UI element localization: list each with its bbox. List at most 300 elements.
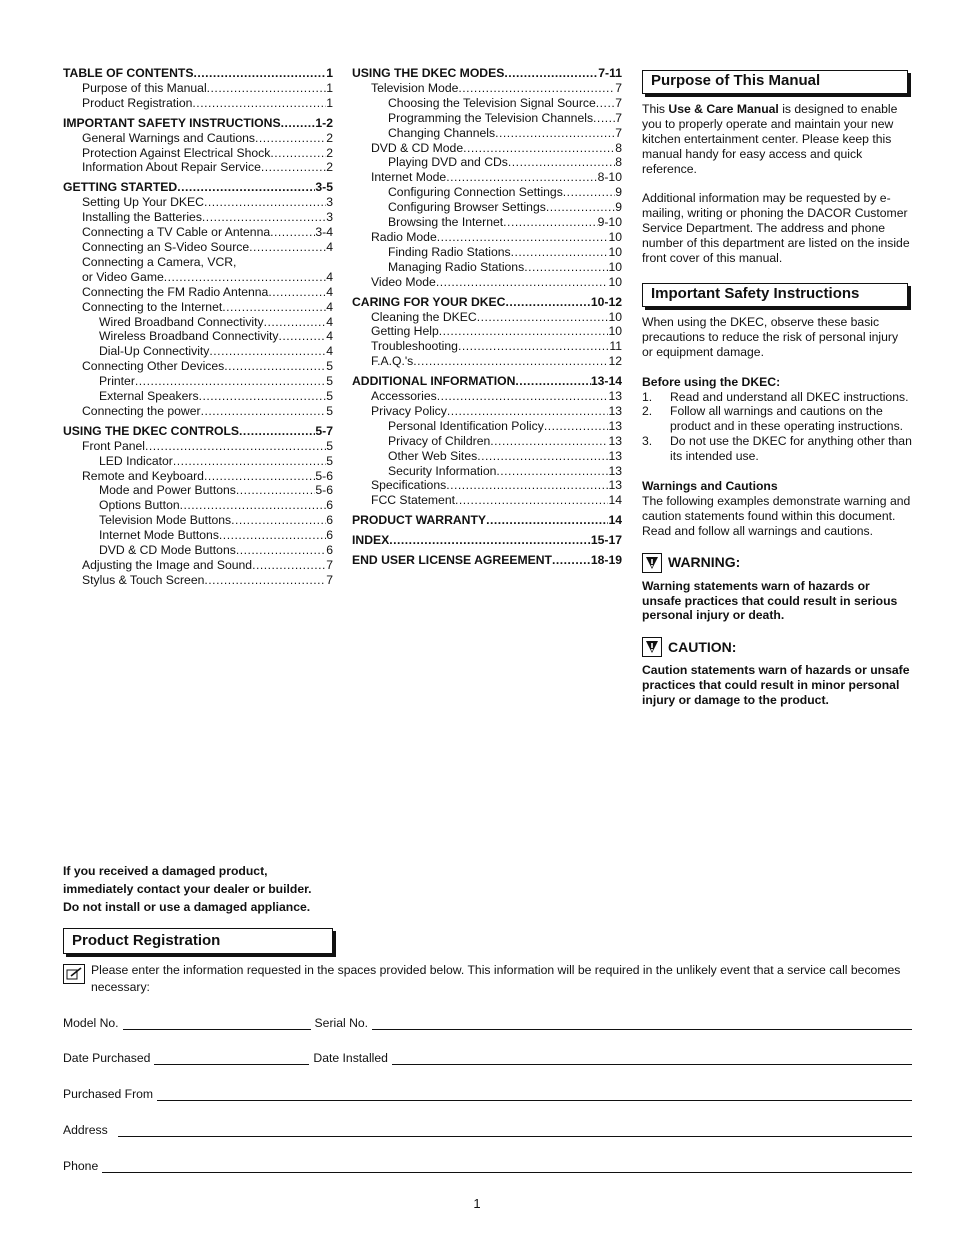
toc-entry xyxy=(63,454,333,469)
toc-entry-title: Finding Radio Stations xyxy=(388,244,511,259)
registration-heading: Product Registration xyxy=(63,928,333,954)
toc-entry xyxy=(63,255,333,270)
toc-entry-title: Printer xyxy=(99,374,135,389)
toc-leader-dots xyxy=(511,245,609,260)
toc-entry-title: Connecting Other Devices xyxy=(82,359,225,374)
toc-column-2 xyxy=(352,66,622,568)
toc-entry-title: Connecting to the Internet xyxy=(82,299,223,314)
toc-entry xyxy=(63,513,333,528)
right-column xyxy=(642,66,912,708)
toc-entry xyxy=(352,324,622,339)
warnings-cautions-text: The following examples demonstrate warning and caution statements found within this document. Read and follow all warnings and cautions. xyxy=(642,493,911,538)
toc-entry-page: 7 xyxy=(615,125,622,140)
toc-entry-page: 5 xyxy=(326,359,333,374)
serial-field[interactable] xyxy=(372,1017,912,1030)
serial-label: Serial No. xyxy=(314,1016,369,1030)
purpose-paragraph-1: This Use & Care Manual is designed to enable you to properly operate and maintain your new kitchen entertainment center. Please keep this manual handy for easy access and quick reference. xyxy=(642,101,898,176)
toc-leader-dots xyxy=(180,498,327,513)
toc-entry-page: 1 xyxy=(326,80,333,95)
toc-entry-page: 5-6 xyxy=(315,468,333,483)
toc-entry xyxy=(63,160,333,175)
address-label: Address xyxy=(63,1123,108,1137)
toc-entry-title: Playing DVD and CDs xyxy=(388,155,508,170)
toc-leader-dots xyxy=(593,111,615,126)
toc-entry-title: Setting Up Your DKEC xyxy=(82,195,204,210)
purchased-from-label: Purchased From xyxy=(63,1087,154,1101)
warning-text: Warning statements warn of hazards or unsafe practices that could result in serious personal injury or death. xyxy=(642,578,898,623)
toc-entry xyxy=(352,493,622,508)
toc-entry-title: or Video Game xyxy=(82,269,164,284)
toc-leader-dots xyxy=(563,185,615,200)
toc-entry-page: 4 xyxy=(326,284,333,299)
toc-leader-dots xyxy=(458,81,615,96)
toc-entry-title: Specifications xyxy=(371,478,447,493)
toc-leader-dots xyxy=(515,374,590,389)
toc-entry xyxy=(63,131,333,146)
toc-entry xyxy=(63,116,333,131)
toc-entry-title: Browsing the Internet xyxy=(388,215,504,230)
toc-entry-title: TABLE OF CONTENTS xyxy=(63,66,194,80)
toc-entry-title: Choosing the Television Signal Source xyxy=(388,95,596,110)
toc-leader-dots xyxy=(552,553,591,568)
toc-entry-title: Privacy Policy xyxy=(371,403,447,418)
toc-entry xyxy=(63,81,333,96)
toc-entry xyxy=(352,245,622,260)
toc-entry-title: Video Mode xyxy=(371,274,436,289)
toc-leader-dots xyxy=(477,310,609,325)
toc-leader-dots xyxy=(463,141,615,156)
date-purchased-field[interactable] xyxy=(154,1052,309,1065)
toc-entry-page: 12 xyxy=(608,354,622,369)
list-item: 1. Read and understand all DKEC instructions. xyxy=(642,389,909,404)
toc-entry-title: Purpose of this Manual xyxy=(82,80,207,95)
toc-entry xyxy=(352,553,622,568)
toc-entry-title: Adjusting the Image and Sound xyxy=(82,558,253,572)
toc-entry-page: 7-11 xyxy=(598,66,622,80)
toc-entry xyxy=(63,329,333,344)
toc-entry-title: Protection Against Electrical Shock xyxy=(82,145,271,160)
toc-entry-page: 13-14 xyxy=(590,374,622,389)
toc-leader-dots xyxy=(236,483,316,498)
toc-entry-page: 4 xyxy=(326,299,333,314)
toc-entry xyxy=(63,66,333,81)
toc-entry-title: Wireless Broadband Connectivity xyxy=(99,329,279,344)
toc-leader-dots xyxy=(281,116,316,131)
toc-entry xyxy=(63,195,333,210)
registration-instructions: Please enter the information requested in the spaces provided below. This information will be required in the unlikely event that a service call becomes necessary: xyxy=(63,962,913,996)
toc-entry-title: Other Web Sites xyxy=(388,448,478,463)
toc-entry-title: Mode and Power Buttons xyxy=(99,483,236,498)
toc-entry-page: 11 xyxy=(609,339,622,354)
toc-entry-page: 14 xyxy=(608,493,622,508)
toc-leader-dots xyxy=(455,493,608,508)
toc-leader-dots xyxy=(239,424,315,439)
toc-entry-title: PRODUCT WARRANTY xyxy=(352,513,487,528)
toc-leader-dots xyxy=(279,329,327,344)
toc-leader-dots xyxy=(255,131,326,146)
toc-leader-dots xyxy=(436,275,609,290)
toc-entry xyxy=(63,469,333,484)
toc-entry-title: Cleaning the DKEC xyxy=(371,309,477,324)
toc-entry xyxy=(63,389,333,404)
toc-entry-page: 10 xyxy=(608,274,622,289)
toc-entry xyxy=(63,498,333,513)
toc-entry-page: 5 xyxy=(326,453,333,468)
toc-entry-page: 8-10 xyxy=(597,170,622,185)
toc-leader-dots xyxy=(413,354,608,369)
toc-entry-title: Getting Help xyxy=(371,324,439,339)
toc-entry xyxy=(352,215,622,230)
toc-entry-title: FCC Statement xyxy=(371,493,455,508)
toc-entry xyxy=(352,339,622,354)
toc-entry-title: Programming the Television Channels xyxy=(388,110,594,125)
toc-entry-title: USING THE DKEC MODES xyxy=(352,66,505,80)
toc-entry-page: 2 xyxy=(326,130,333,145)
toc-entry-page: 5 xyxy=(326,438,333,453)
toc-entry xyxy=(63,210,333,225)
toc-entry-page: 4 xyxy=(326,314,333,329)
toc-entry xyxy=(63,285,333,300)
toc-entry-title: External Speakers xyxy=(99,389,199,404)
toc-entry-page: 6 xyxy=(326,498,333,513)
toc-entry-title: LED Indicator xyxy=(99,453,173,468)
purpose-heading: Purpose of This Manual xyxy=(642,70,908,94)
toc-entry xyxy=(352,374,622,389)
toc-entry-page: 5 xyxy=(326,374,333,389)
caution-icon xyxy=(642,637,662,657)
toc-entry-page: 13 xyxy=(608,463,622,478)
toc-entry-title: Accessories xyxy=(371,389,437,404)
toc-entry xyxy=(63,558,333,573)
toc-entry-page: 6 xyxy=(326,513,333,528)
toc-entry xyxy=(352,170,622,185)
toc-entry xyxy=(352,464,622,479)
caution-text: Caution statements warn of hazards or unsafe practices that could result in minor personal injury or damage to the product. xyxy=(642,663,910,708)
toc-entry-title: F.A.Q.'s xyxy=(371,354,414,369)
toc-entry xyxy=(63,359,333,374)
toc-leader-dots xyxy=(508,155,615,170)
toc-entry-title: Changing Channels xyxy=(388,125,496,140)
toc-entry-page: 5 xyxy=(326,403,333,418)
model-serial-row xyxy=(63,1016,912,1030)
toc-entry-page: 4 xyxy=(326,269,333,284)
phone-label: Phone xyxy=(63,1159,99,1173)
toc-entry-title: General Warnings and Cautions xyxy=(82,130,255,145)
toc-entry-page: 5-6 xyxy=(315,483,333,498)
toc-leader-dots xyxy=(264,315,327,330)
toc-entry-title: Installing the Batteries xyxy=(82,210,202,225)
toc-leader-dots xyxy=(204,195,326,210)
dates-row xyxy=(63,1051,912,1065)
toc-entry-page: 1-2 xyxy=(315,115,333,130)
toc-entry xyxy=(352,96,622,111)
toc-leader-dots xyxy=(135,374,326,389)
manual-name: Use & Care Manual xyxy=(668,101,779,116)
toc-entry-title: Configuring Browser Settings xyxy=(388,200,546,215)
toc-leader-dots xyxy=(447,404,609,419)
toc-entry-title: GETTING STARTED xyxy=(63,180,178,195)
date-installed-label: Date Installed xyxy=(313,1051,388,1065)
toc-entry xyxy=(63,528,333,543)
safety-heading: Important Safety Instructions xyxy=(642,283,908,307)
toc-entry-title: INDEX xyxy=(352,533,390,548)
toc-entry-page: 4 xyxy=(326,344,333,359)
toc-entry-page: 10 xyxy=(608,309,622,324)
toc-entry-title: Wired Broadband Connectivity xyxy=(99,314,264,329)
toc-leader-dots xyxy=(145,439,326,454)
toc-entry-page: 18-19 xyxy=(590,553,622,568)
toc-leader-dots xyxy=(201,404,327,419)
date-installed-field[interactable] xyxy=(392,1052,912,1065)
purchased-from-field[interactable] xyxy=(157,1088,912,1101)
toc-entry-page: 10 xyxy=(608,244,622,259)
toc-entry-page: 6 xyxy=(326,543,333,558)
toc-entry-title: Television Mode xyxy=(371,80,459,95)
toc-entry xyxy=(63,439,333,454)
toc-entry xyxy=(63,270,333,285)
toc-entry-page: 10 xyxy=(608,229,622,244)
toc-entry-page: 7 xyxy=(326,558,333,572)
toc-entry-page: 13 xyxy=(608,403,622,418)
toc-leader-dots xyxy=(503,215,597,230)
damaged-product-notice: If you received a damaged product, immediately contact your dealer or builder. Do not install or use a damaged appliance. xyxy=(63,864,312,914)
toc-entry-title: Remote and Keyboard xyxy=(82,468,204,483)
toc-entry xyxy=(63,146,333,161)
toc-entry-page: 3 xyxy=(326,210,333,225)
list-item: 3. Do not use the DKEC for anything other than its intended use. xyxy=(642,434,912,464)
toc-entry-page: 10-12 xyxy=(590,294,622,309)
toc-leader-dots xyxy=(209,344,326,359)
toc-leader-dots xyxy=(490,434,608,449)
toc-entry-title: Security Information xyxy=(388,463,497,478)
toc-leader-dots xyxy=(270,225,315,240)
toc-entry xyxy=(352,310,622,325)
toc-entry-page: 3 xyxy=(326,195,333,210)
toc-entry xyxy=(63,240,333,255)
toc-entry xyxy=(352,354,622,369)
toc-leader-dots xyxy=(268,285,326,300)
toc-entry-page: 10 xyxy=(608,259,622,274)
toc-entry-title: Personal Identification Policy xyxy=(388,418,544,433)
toc-entry-page: 13 xyxy=(608,448,622,463)
toc-entry-page: 1 xyxy=(326,66,333,80)
toc-entry-page: 3-5 xyxy=(315,180,333,195)
toc-entry-title: Connecting a TV Cable or Antenna xyxy=(82,225,271,240)
toc-entry-page: 8 xyxy=(615,140,622,155)
toc-entry-title: END USER LICENSE AGREEMENT xyxy=(352,553,552,568)
toc-entry-title: ADDITIONAL INFORMATION xyxy=(352,374,516,389)
toc-leader-dots xyxy=(437,230,609,245)
toc-entry xyxy=(63,483,333,498)
toc-entry xyxy=(352,185,622,200)
toc-entry-title: Radio Mode xyxy=(371,229,437,244)
toc-entry-title: Internet Mode Buttons xyxy=(99,528,219,543)
toc-entry xyxy=(352,200,622,215)
toc-leader-dots xyxy=(173,454,326,469)
toc-leader-dots xyxy=(439,324,609,339)
model-label: Model No. xyxy=(63,1016,119,1030)
toc-entry xyxy=(352,513,622,528)
before-list xyxy=(642,390,912,465)
toc-leader-dots xyxy=(199,389,327,404)
toc-entry-title: Front Panel xyxy=(82,438,146,453)
toc-leader-dots xyxy=(252,558,326,573)
toc-entry-page: 1 xyxy=(326,95,333,110)
toc-entry xyxy=(352,449,622,464)
toc-entry xyxy=(352,81,622,96)
before-heading: Before using the DKEC: xyxy=(642,374,781,389)
list-item: 2. Follow all warnings and cautions on the product and in these operating instructions. xyxy=(642,404,904,434)
toc-entry xyxy=(63,344,333,359)
toc-leader-dots xyxy=(192,96,326,111)
toc-entry-page: 9-10 xyxy=(597,215,622,230)
toc-entry-title: Stylus & Touch Screen xyxy=(82,572,205,587)
toc-entry xyxy=(63,96,333,111)
model-field[interactable] xyxy=(123,1017,311,1030)
toc-entry-page: 14 xyxy=(608,513,622,528)
toc-entry-page: 5 xyxy=(326,389,333,404)
toc-leader-dots xyxy=(207,81,327,96)
toc-entry xyxy=(352,389,622,404)
toc-entry-title: Television Mode Buttons xyxy=(99,513,232,528)
warning-heading: WARNING: xyxy=(642,553,912,573)
toc-entry-page: 6 xyxy=(326,528,333,543)
toc-entry xyxy=(63,225,333,240)
pen-note-icon xyxy=(63,964,85,984)
toc-entry-title: Dial-Up Connectivity xyxy=(99,344,210,359)
toc-entry xyxy=(352,419,622,434)
toc-leader-dots xyxy=(524,260,608,275)
toc-entry-page: 8 xyxy=(615,155,622,170)
toc-entry-title: DVD & CD Mode xyxy=(371,140,464,155)
toc-entry xyxy=(352,66,622,81)
toc-entry xyxy=(352,434,622,449)
toc-entry xyxy=(352,141,622,156)
toc-leader-dots xyxy=(446,478,608,493)
toc-entry xyxy=(63,180,333,195)
toc-entry-page: 7 xyxy=(615,110,622,125)
toc-entry-title: IMPORTANT SAFETY INSTRUCTIONS xyxy=(63,115,281,130)
toc-entry-page: 13 xyxy=(608,433,622,448)
toc-entry xyxy=(352,404,622,419)
safety-intro: When using the DKEC, observe these basic precautions to reduce the risk of personal injury or equipment damage. xyxy=(642,314,899,359)
toc-leader-dots xyxy=(446,170,597,185)
purchased-from-row xyxy=(63,1087,912,1101)
toc-entry-page: 5-7 xyxy=(315,423,333,438)
toc-leader-dots xyxy=(389,533,591,548)
toc-entry-title: Configuring Connection Settings xyxy=(388,185,563,200)
toc-entry-page: 4 xyxy=(326,239,333,254)
phone-field[interactable] xyxy=(102,1160,912,1173)
toc-entry xyxy=(352,260,622,275)
toc-entry-page: 13 xyxy=(608,418,622,433)
toc-leader-dots xyxy=(164,270,326,285)
warning-icon xyxy=(642,553,662,573)
toc-leader-dots xyxy=(222,300,326,315)
toc-entry-title: Troubleshooting xyxy=(371,339,458,354)
toc-entry-title: Connecting the FM Radio Antenna xyxy=(82,284,269,299)
toc-entry-page: 4 xyxy=(326,329,333,344)
toc-entry-page: 7 xyxy=(615,80,622,95)
warnings-cautions-heading: Warnings and Cautions xyxy=(642,479,778,494)
toc-entry xyxy=(63,315,333,330)
toc-entry-title: Connecting the power xyxy=(82,403,201,418)
caution-heading: CAUTION: xyxy=(642,637,912,657)
purpose-paragraph-2: Additional information may be requested by e-mailing, writing or phoning the DACOR Customer Service Department. The address and phone number of this department are listed on the inside front cover of this manual. xyxy=(642,191,910,266)
toc-entry xyxy=(352,275,622,290)
toc-entry xyxy=(63,424,333,439)
toc-entry-page: 7 xyxy=(615,95,622,110)
toc-entry-page: 9 xyxy=(615,185,622,200)
toc-leader-dots xyxy=(458,339,609,354)
toc-leader-dots xyxy=(504,66,598,81)
toc-entry-page: 15-17 xyxy=(590,533,622,548)
toc-leader-dots xyxy=(236,543,326,558)
toc-leader-dots xyxy=(202,210,326,225)
toc-entry-title: Information About Repair Service xyxy=(82,160,261,175)
toc-leader-dots xyxy=(193,66,326,81)
toc-leader-dots xyxy=(486,513,608,528)
toc-entry xyxy=(63,543,333,558)
toc-entry xyxy=(352,155,622,170)
toc-leader-dots xyxy=(270,146,326,161)
toc-leader-dots xyxy=(177,180,315,195)
toc-leader-dots xyxy=(224,359,326,374)
address-row xyxy=(63,1123,912,1137)
toc-entry xyxy=(352,230,622,245)
date-purchased-label: Date Purchased xyxy=(63,1051,151,1065)
toc-leader-dots xyxy=(219,528,326,543)
toc-entry-page: 9 xyxy=(615,200,622,215)
toc-entry xyxy=(63,300,333,315)
toc-leader-dots xyxy=(496,464,608,479)
toc-leader-dots xyxy=(437,389,609,404)
toc-leader-dots xyxy=(231,513,326,528)
toc-entry xyxy=(352,478,622,493)
toc-leader-dots xyxy=(505,295,590,310)
toc-leader-dots xyxy=(204,469,315,484)
address-field[interactable] xyxy=(118,1124,912,1137)
toc-entry xyxy=(352,126,622,141)
toc-entry-page: 3-4 xyxy=(315,225,333,240)
toc-entry xyxy=(63,573,333,588)
phone-row xyxy=(63,1159,912,1173)
toc-leader-dots xyxy=(596,96,615,111)
toc-entry-title: CARING FOR YOUR DKEC xyxy=(352,294,506,309)
toc-leader-dots xyxy=(261,160,326,175)
toc-entry-page: 10 xyxy=(608,324,622,339)
toc-entry xyxy=(63,404,333,419)
toc-entry-title: USING THE DKEC CONTROLS xyxy=(63,423,240,438)
toc-entry-page: 2 xyxy=(326,160,333,175)
toc-entry-title: Connecting a Camera, VCR, xyxy=(82,254,237,269)
toc-entry xyxy=(352,533,622,548)
toc-leader-dots xyxy=(546,200,615,215)
toc-entry-title: Options Button xyxy=(99,498,180,513)
page-number: 1 xyxy=(473,1196,481,1211)
toc-leader-dots xyxy=(477,449,608,464)
toc-leader-dots xyxy=(544,419,609,434)
toc-entry-title: Privacy of Children xyxy=(388,433,491,448)
toc-entry-title: Product Registration xyxy=(82,95,193,110)
toc-column-1 xyxy=(63,66,333,588)
toc-entry-title: Internet Mode xyxy=(371,170,447,185)
toc-entry xyxy=(352,111,622,126)
toc-entry-title: Managing Radio Stations xyxy=(388,259,525,274)
toc-leader-dots xyxy=(495,126,615,141)
toc-entry xyxy=(63,374,333,389)
toc-entry-title: DVD & CD Mode Buttons xyxy=(99,543,236,558)
